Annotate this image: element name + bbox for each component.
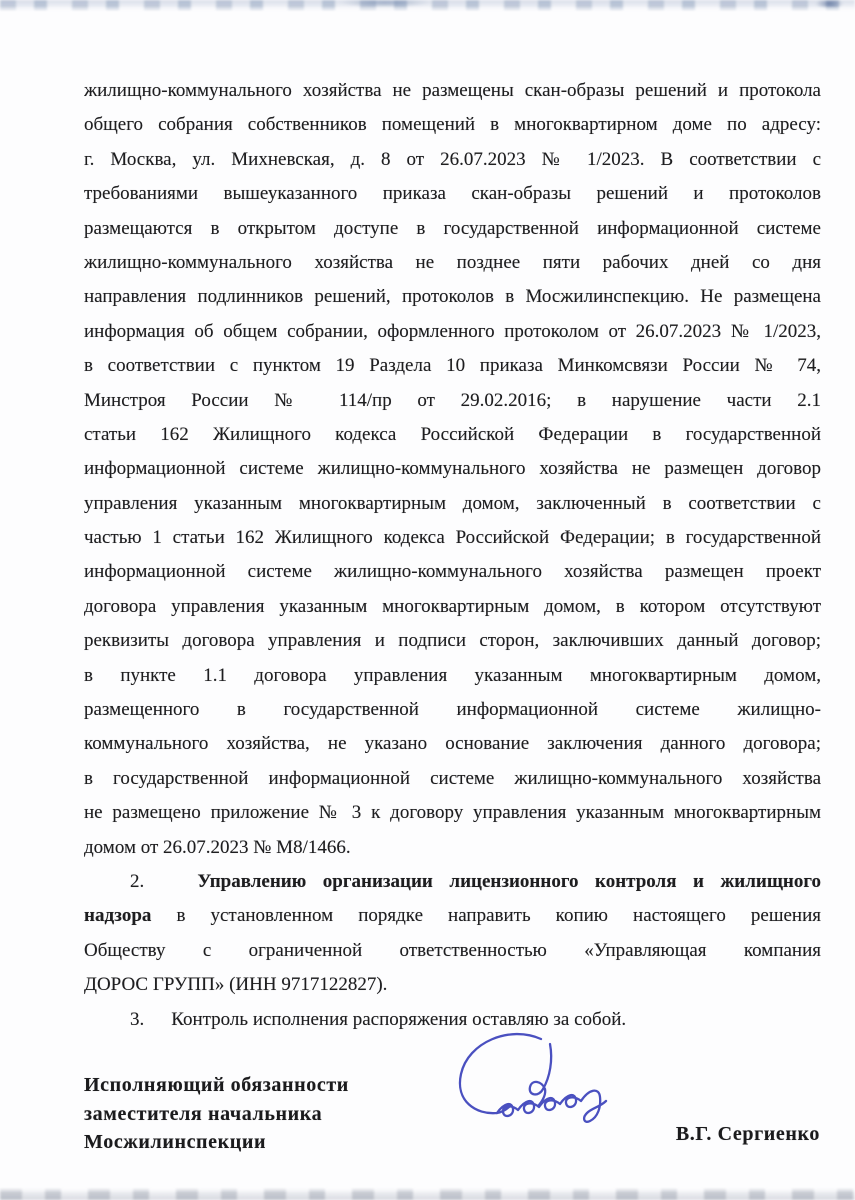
paragraph-2-line	[84, 865, 821, 899]
text-line: статьи 162 Жилищного кодекса Российской Федерации в государственной	[84, 423, 821, 445]
paragraph-2-bold-text: Управлению организации лицензионного контроля и жилищного	[197, 870, 821, 892]
text-line: не размещено приложение № 3 к договору управления указанным многоквартирным	[84, 802, 821, 824]
signatory-title-block	[84, 1071, 349, 1157]
signature-stroke-group	[460, 1034, 606, 1122]
text-line: информационной системе жилищно-коммунального хозяйства не размещен договор	[84, 458, 821, 480]
signature-loops-stroke	[497, 1091, 606, 1122]
text-line: в государственной информационной системе жилищно-коммунального хозяйства	[84, 767, 821, 789]
paragraph-3-line	[84, 1003, 821, 1037]
signatory-title-line: Исполняющий обязанности	[84, 1074, 349, 1096]
handwritten-signature	[440, 1026, 670, 1144]
text-line: в соответствии с пунктом 19 Раздела 10 приказа Минкомсвязи России № 74,	[84, 355, 821, 377]
text-line: договора управления указанным многоквартирным домом, в котором отсутствуют	[84, 595, 821, 617]
signature-stem-stroke	[530, 1044, 551, 1105]
scan-artifact-bottom	[0, 1187, 855, 1200]
signatory-name: В.Г. Сергиенко	[675, 1123, 820, 1145]
text-line: размещаются в открытом доступе в государственной информационной системе	[84, 217, 821, 239]
text-line: информация об общем собрании, оформленного протоколом от 26.07.2023 № 1/2023,	[84, 320, 821, 342]
paragraph-2-bold-text: надзора	[84, 905, 152, 927]
signatory-title-line: Мосжилинспекции	[84, 1131, 267, 1154]
signatory-title-line: заместителя начальника	[84, 1102, 323, 1125]
text-line: общего собрания собственников помещений в многоквартирном доме по адресу:	[84, 114, 821, 136]
signature-oval-stroke	[460, 1034, 541, 1113]
paragraph-2-line	[84, 899, 821, 933]
paragraph-2-line: ДОРОС ГРУПП» (ИНН 9717122827).	[84, 974, 388, 996]
text-line: г. Москва, ул. Михневская, д. 8 от 26.07.2023 № 1/2023. В соответствии с	[84, 148, 821, 170]
text-line: жилищно-коммунального хозяйства не позднее пяти рабочих дней со дня	[84, 251, 821, 273]
text-line: в пункте 1.1 договора управления указанным многоквартирным домом,	[84, 664, 821, 686]
scan-artifact-top	[0, 0, 855, 12]
item-number: 2.	[130, 870, 145, 892]
text-line: жилищно-коммунального хозяйства не размещены скан-образы решений и протокола	[84, 80, 821, 101]
text-line: размещенного в государственной информационной системе жилищно-	[84, 699, 821, 721]
document-body	[84, 74, 821, 1037]
paragraph-2-text: в установленном порядке направить копию настоящего решения	[176, 905, 821, 927]
text-line: информационной системе жилищно-коммунального хозяйства размещен проект	[84, 561, 821, 583]
text-line: управления указанным многоквартирным домом, заключенный в соответствии с	[84, 492, 821, 514]
paragraph-2-line: Обществу с ограниченной ответственностью «Управляющая компания	[84, 939, 821, 961]
text-line: частью 1 статьи 162 Жилищного кодекса Российской Федерации; в государственной	[84, 527, 821, 549]
text-line: домом от 26.07.2023 № М8/1466.	[84, 836, 351, 858]
text-line: Минстроя России № 114/пр от 29.02.2016; в нарушение части 2.1	[84, 389, 821, 411]
item-number: 3.	[130, 1008, 145, 1030]
text-line: реквизиты договора управления и подписи сторон, заключивших данный договор;	[84, 630, 821, 652]
text-line: требованиями вышеуказанного приказа скан-образы решений и протоколов	[84, 183, 821, 205]
paragraph-3-text: Контроль исполнения распоряжения оставляю за собой.	[171, 1008, 627, 1030]
text-line: направления подлинников решений, протоколов в Мосжилинспекцию. Не размещена	[84, 286, 821, 308]
text-line: коммунального хозяйства, не указано основание заключения данного договора;	[84, 733, 821, 755]
